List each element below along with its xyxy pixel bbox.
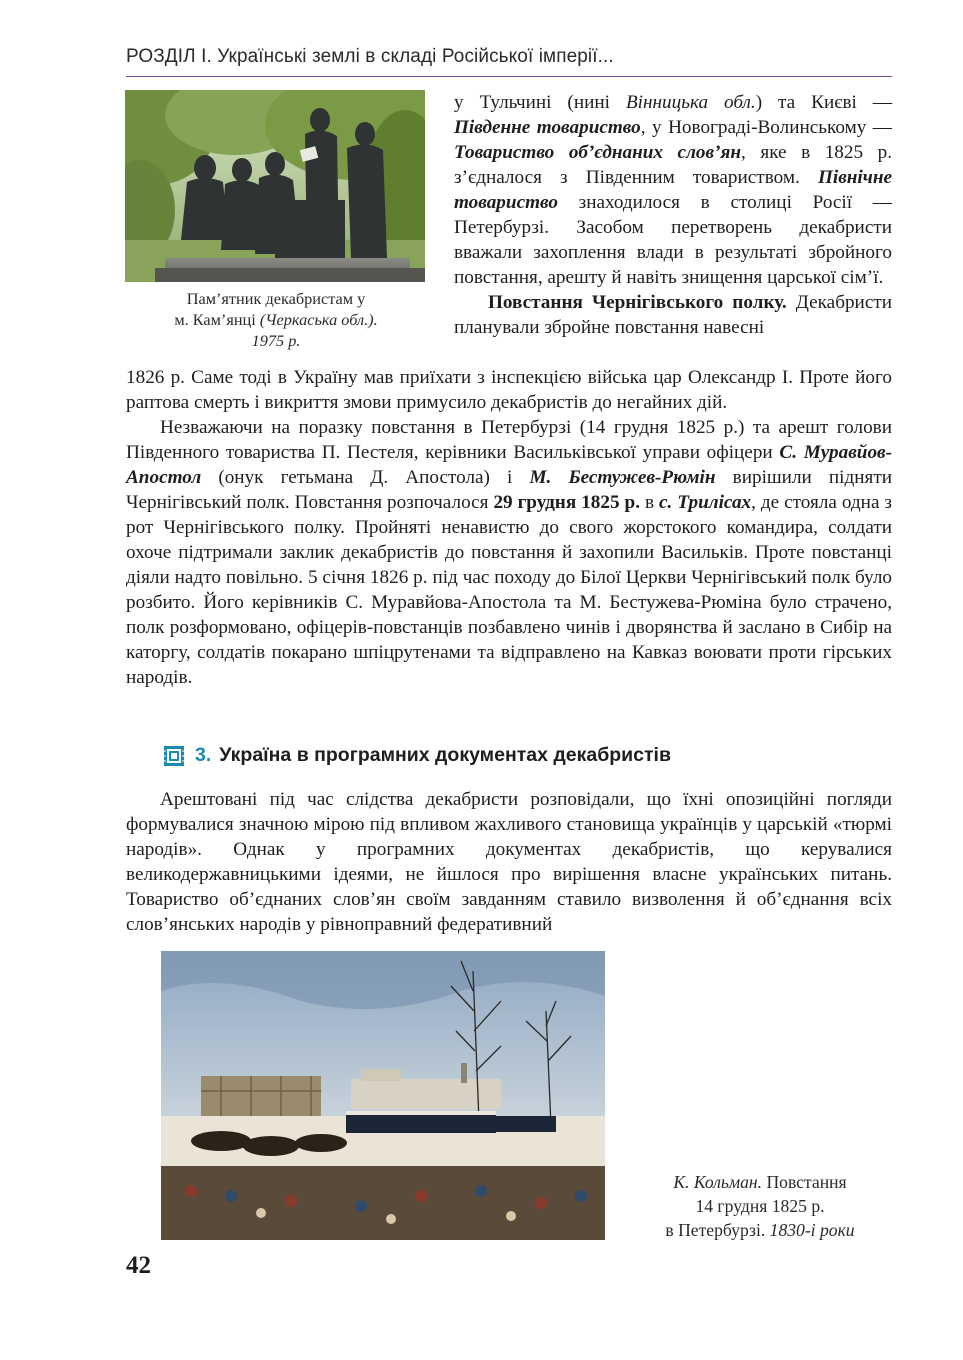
caption-line: м. Кам’янці (Черкаська обл.). (174, 310, 378, 329)
page-number: 42 (126, 1252, 151, 1279)
caption-line: 14 грудня 1825 р. (695, 1196, 825, 1216)
header-rule (126, 76, 892, 77)
right-column-text (454, 90, 892, 340)
caption-line: К. Кольман. Повстання (673, 1172, 847, 1192)
caption-line: в Петербурзі. 1830-і роки (665, 1220, 855, 1240)
section-title: Україна в програмних документах декабристів (219, 744, 671, 766)
section-heading (163, 744, 863, 767)
paragraph: Арештовані під час слідства декабристи розповідали, що їхні опозиційні погляди формувалися значною мірою під впливом жахливого становища українців у царській «тюрмі народів». Однак у програмних документах декабристів, що керувалися великодержавницькими ідеями, не йшлося про вирішення власне українських питань. Товариство об’єднаних слов’ян своїм завданням ставило визволення й об’єднання всіх слов’янських народів у рівноправний федеративний (126, 789, 892, 935)
subheading: Повстання Чернігівського полку. (488, 292, 787, 313)
caption-date: 1975 р. (251, 331, 301, 350)
main-text-block (126, 365, 892, 690)
monument-photo (125, 90, 425, 282)
caption-line: Пам’ятник декабристам у (186, 289, 366, 308)
section-number: 3. (195, 744, 212, 766)
running-header: РОЗДІЛ І. Українські землі в складі Російської імперії... (126, 46, 614, 67)
document-icon (163, 745, 185, 767)
painting-caption (640, 1170, 880, 1242)
section3-text (126, 787, 892, 937)
paragraph: 1826 р. Саме тоді в Україну мав приїхати з інспекцією війська цар Олександр І. Проте його раптова смерть і викриття змови примусило декабристів до негайних дій. (126, 367, 892, 413)
paragraph: у Тульчині (нині Вінницька обл.) та Києві — Південне товариство, у Новограді-Волинському — Товариство об’єднаних слов’ян, яке в 1825 р. з’єдналося з Південним товариством. Північне товариство знаходилося в столиці Росії — Петербурзі. Засобом перетворень декабристи вважали захоплення влади в результаті збройного повстання, арешту й навіть знищення царської сім’ї. (454, 92, 893, 288)
uprising-painting (161, 951, 605, 1240)
paragraph: Незважаючи на поразку повстання в Петербурзі (14 грудня 1825 р.) та арешт голови Південного товариства П. Пестеля, керівники Васильківської управи офіцери С. Муравйов-Апостол (онук гетьмана Д. Апостола) і М. Бестужев-Рюмін вирішили підняти Чернігівський полк. Повстання розпочалося 29 грудня 1825 р. в с. Трилісах, де стояла одна з рот Чернігівського полку. Пройняті ненавистю до свого жорстокого командира, солдати охоче підтримали заклик декабристів до повстання й захопили Васильків. Проте повстанці діяли надто повільно. 5 січня 1826 р. під час походу до Білої Церкви Чернігівський полк було розбито. Його керівників С. Муравйова-Апостола та М. Бестужева-Рюміна було страчено, полк розформовано, офіцерів-повстанців позбавлено чинів і дворянства й заслано в Сибір на каторгу, солдатів покарано шпіцрутенами та відправлено на Кавказ воювати проти гірських народів. (126, 417, 893, 688)
monument-caption (125, 288, 427, 351)
paragraph: Повстання Чернігівського полку. Декабристи планували збройне повстання навесні (454, 292, 892, 338)
